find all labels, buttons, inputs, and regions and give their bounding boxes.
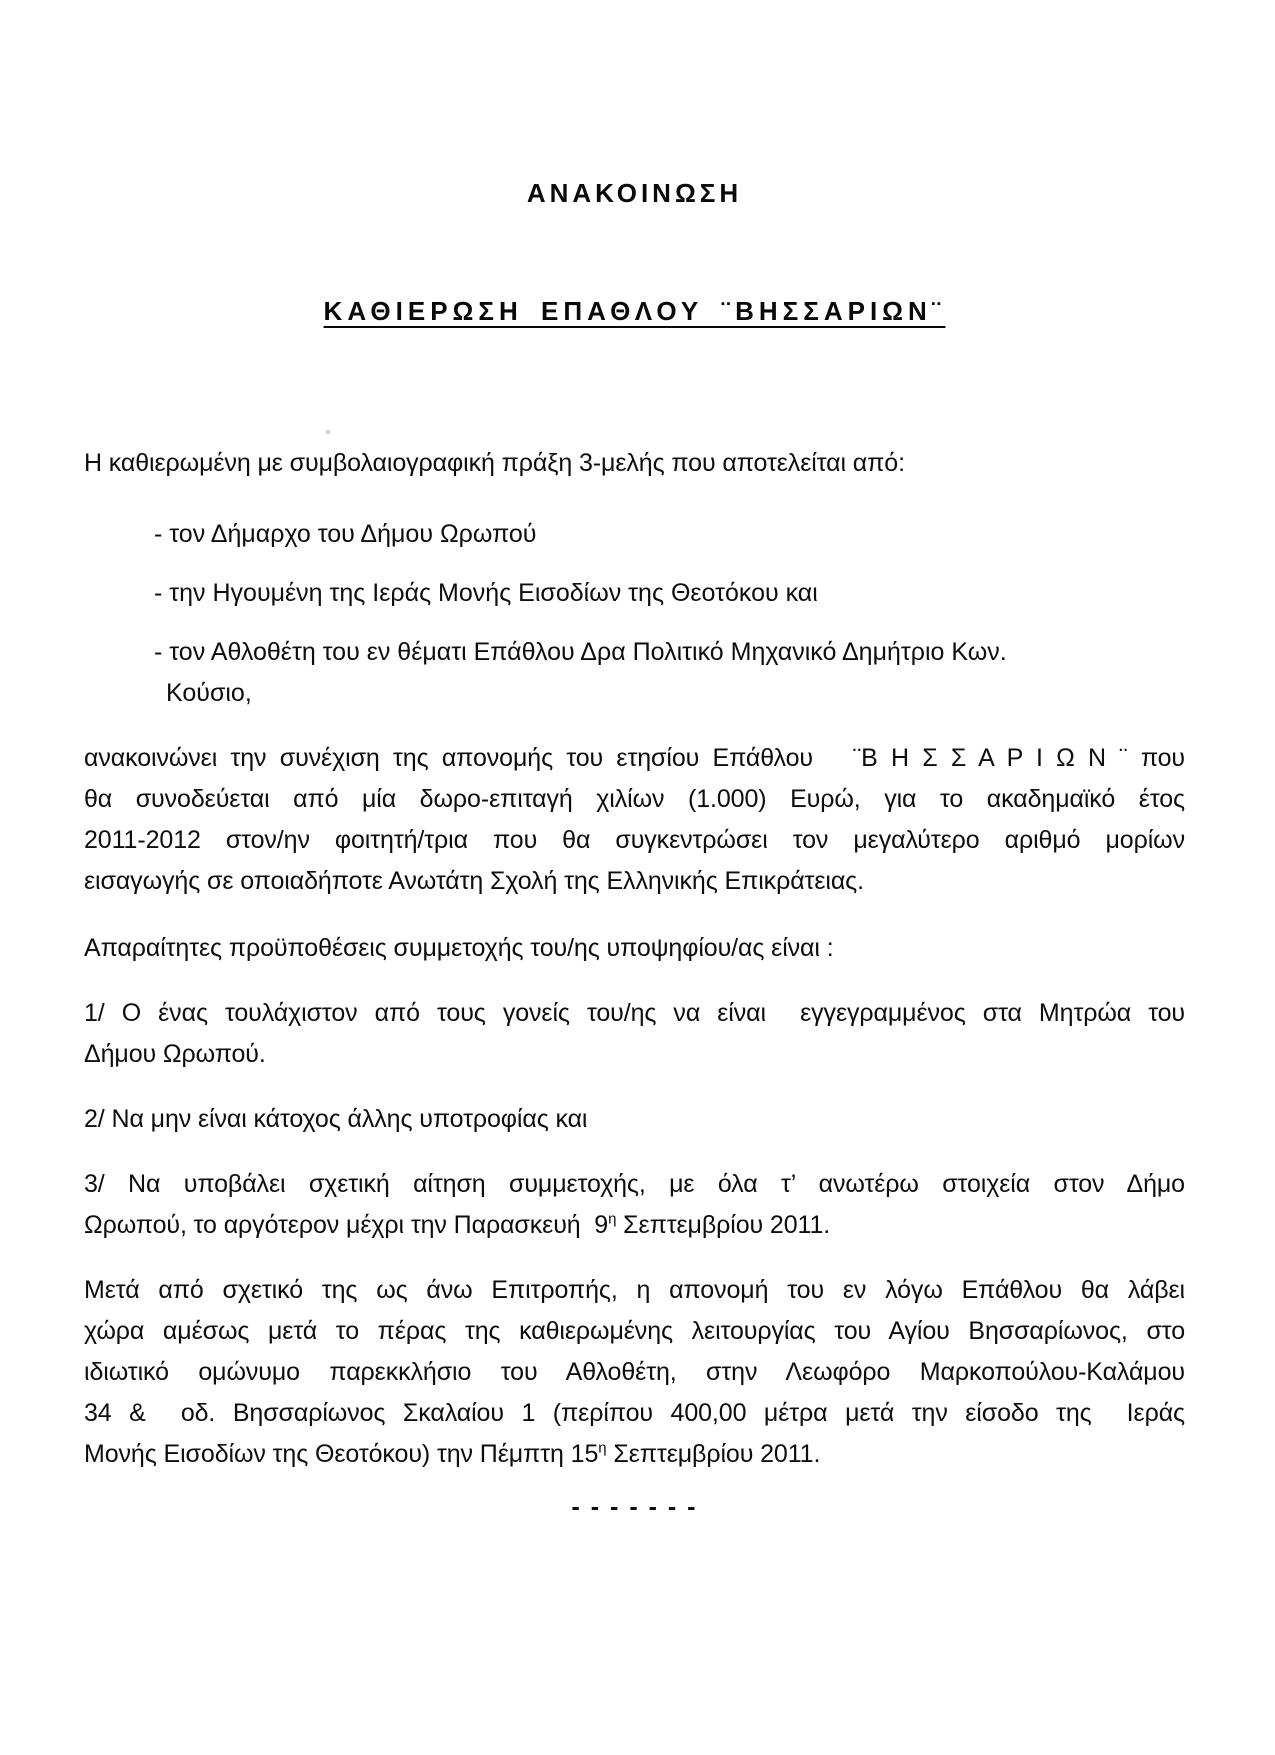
end-divider: - - - - - - - xyxy=(571,1493,698,1521)
committee-list xyxy=(84,514,1185,714)
ceremony-paragraph xyxy=(84,1270,1185,1475)
intro-paragraph: Η καθιερωμένη με συμβολαιογραφική πράξη 3-μελής που αποτελείται από: xyxy=(84,449,905,477)
text-line: ανακοινώνει την συνέχιση της απονομής του ετησίου Επάθλου ¨Β Η Σ Σ Α Ρ Ι Ω Ν ¨ που xyxy=(84,744,1185,772)
list-item-mayor: - τον Δήμαρχο του Δήμου Ωρωπού xyxy=(154,520,537,548)
list-item-line: - τον Αθλοθέτη του εν θέματι Επάθλου Δρα Πολιτικό Μηχανικό Δημήτριο Κων. xyxy=(154,638,1007,666)
ceremony-date: Σεπτεμβρίου 2011. xyxy=(606,1440,821,1468)
deadline-date: Σεπτεμβρίου 2011. xyxy=(616,1211,831,1239)
conditions-heading: Απαραίτητες προϋποθέσεις συμμετοχής του/ης υποψηφίου/ας είναι : xyxy=(84,934,834,962)
text-line: 34 & οδ. Βησσαρίωνος Σκαλαίου 1 (περίπου 400,00 μέτρα μετά την είσοδο της Ιεράς xyxy=(84,1399,1185,1427)
text-line xyxy=(84,1434,1185,1475)
deadline-text: Ωρωπού, το αργότερον μέχρι την Παρασκευή 9 xyxy=(84,1211,609,1239)
text-line: Δήμου Ωρωπού. xyxy=(84,1040,266,1068)
condition-2: 2/ Να μην είναι κάτοχος άλλης υποτροφίας και xyxy=(84,1105,588,1133)
text-line: θα συνοδεύεται από μία δωρο-επιταγή χιλίων (1.000) Ευρώ, για το ακαδημαϊκό έτος xyxy=(84,785,1185,813)
text-line xyxy=(84,1205,1185,1246)
announcement-paragraph xyxy=(84,738,1185,902)
text-line: Μετά από σχετικό της ως άνω Επιτροπής, η απονομή του εν λόγω Επάθλου θα λάβει xyxy=(84,1276,1185,1304)
list-item-continuation: Κούσιο, xyxy=(166,679,252,707)
condition-1 xyxy=(84,993,1185,1075)
ordinal-superscript: η xyxy=(608,1210,617,1228)
document-subtitle: ΚΑΘΙΕΡΩΣΗ ΕΠΑΘΛΟΥ ¨ΒΗΣΣΑΡΙΩΝ¨ xyxy=(323,296,946,326)
list-item-abbess: - την Ηγουμένη της Ιεράς Μονής Εισοδίων της Θεοτόκου και xyxy=(154,579,818,607)
document-title: ΑΝΑΚΟΙΝΩΣΗ xyxy=(526,178,743,208)
ordinal-superscript: η xyxy=(598,1439,607,1457)
condition-3 xyxy=(84,1164,1185,1246)
ceremony-text: Μονής Εισοδίων της Θεοτόκου) την Πέμπτη 15 xyxy=(84,1440,599,1468)
text-line: 2011-2012 στον/ην φοιτητή/τρια που θα συγκεντρώσει τον μεγαλύτερο αριθμό μορίων xyxy=(84,826,1185,854)
text-line: ιδιωτικό ομώνυμο παρεκκλήσιο του Αθλοθέτη, στην Λεωφόρο Μαρκοπούλου-Καλάμου xyxy=(84,1358,1185,1386)
list-item-prize-founder xyxy=(84,632,1185,714)
text-line: 3/ Να υποβάλει σχετική αίτηση συμμετοχής, με όλα τ’ ανωτέρω στοιχεία στον Δήμο xyxy=(84,1170,1185,1198)
text-line: εισαγωγής σε οποιαδήποτε Ανωτάτη Σχολή της Ελληνικής Επικράτειας. xyxy=(84,867,864,895)
scan-speck xyxy=(326,430,330,434)
text-line: χώρα αμέσως μετά το πέρας της καθιερωμένης λειτουργίας του Αγίου Βησσαρίωνος, στο xyxy=(84,1317,1185,1345)
text-line: 1/ Ο ένας τουλάχιστον από τους γονείς του/ης να είναι εγγεγραμμένος στα Μητρώα του xyxy=(84,999,1185,1027)
